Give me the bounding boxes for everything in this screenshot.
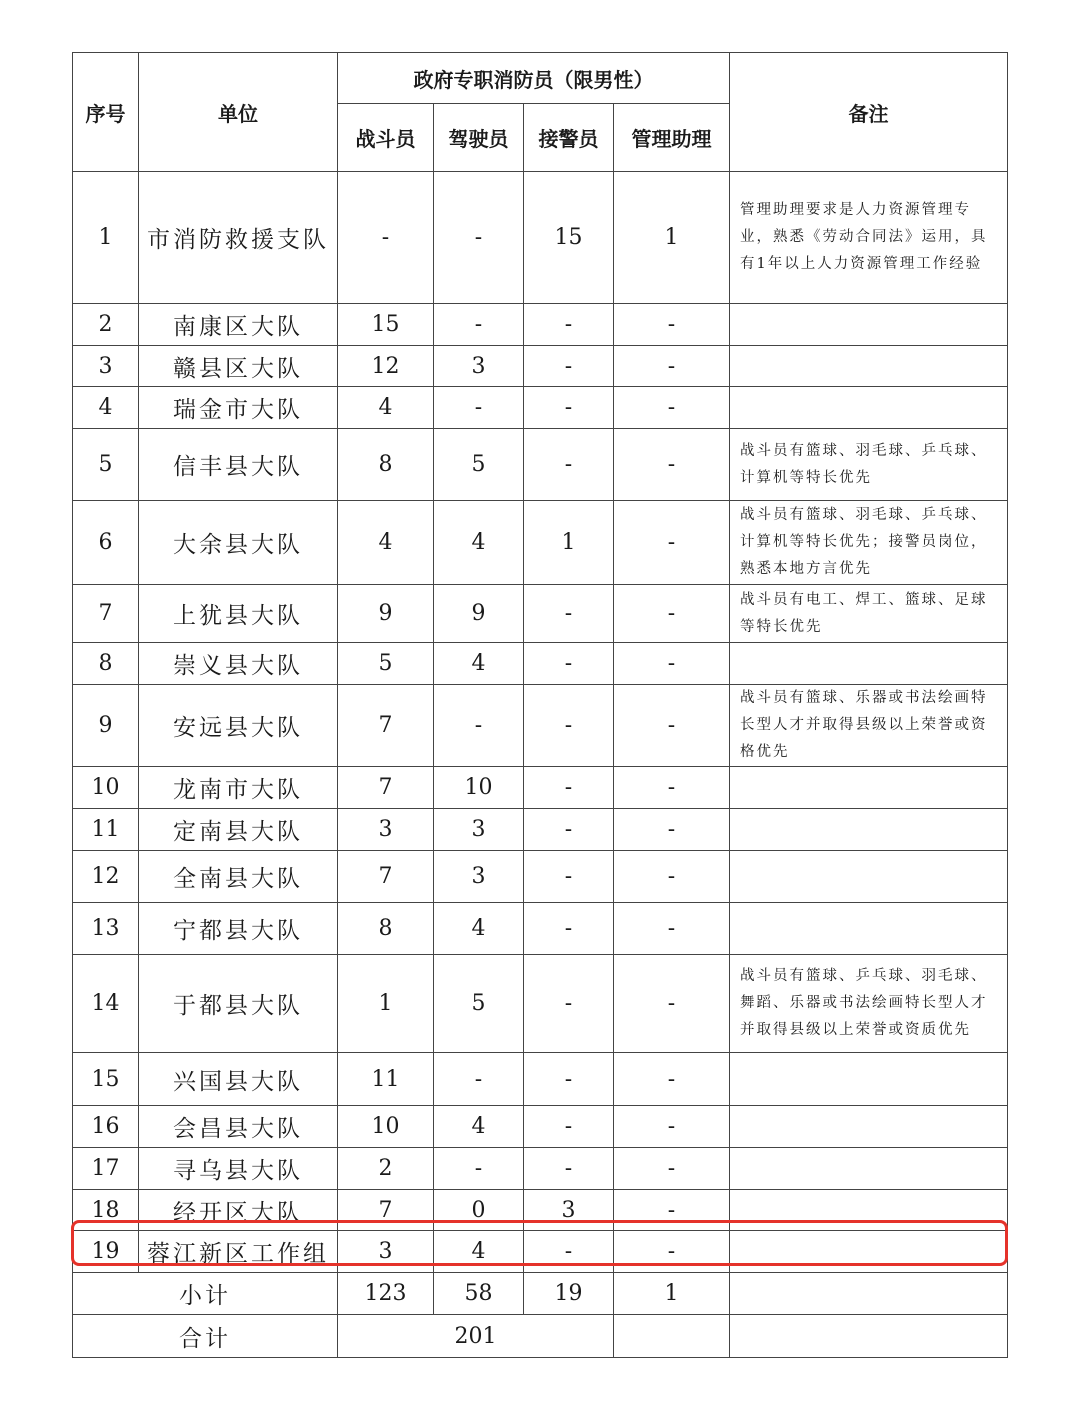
cell-driver: - <box>434 304 524 346</box>
table-row <box>73 429 1008 501</box>
table-body <box>73 172 1008 1273</box>
cell-admin: - <box>614 1190 730 1231</box>
cell-remark: 战斗员有电工、焊工、篮球、足球等特长优先 <box>730 585 1008 643</box>
cell-remark <box>730 387 1008 429</box>
cell-driver: 0 <box>434 1190 524 1231</box>
subtotal-driver: 58 <box>434 1273 524 1315</box>
cell-admin: 1 <box>614 172 730 304</box>
cell-unit: 定南县大队 <box>139 809 338 851</box>
cell-combat: 4 <box>338 387 434 429</box>
cell-driver: 3 <box>434 809 524 851</box>
cell-unit: 于都县大队 <box>139 955 338 1053</box>
cell-seq: 6 <box>73 501 139 585</box>
subtotal-admin: 1 <box>614 1273 730 1315</box>
cell-dispatcher: - <box>524 767 614 809</box>
cell-remark <box>730 346 1008 387</box>
cell-combat: 7 <box>338 767 434 809</box>
header-combat: 战斗员 <box>338 104 434 172</box>
cell-driver: 4 <box>434 501 524 585</box>
cell-remark: 战斗员有篮球、羽毛球、乒乓球、计算机等特长优先；接警员岗位，熟悉本地方言优先 <box>730 501 1008 585</box>
cell-combat: 8 <box>338 903 434 955</box>
cell-remark <box>730 903 1008 955</box>
total-row <box>73 1315 1008 1358</box>
cell-driver: - <box>434 172 524 304</box>
table-row <box>73 1190 1008 1231</box>
table-row <box>73 903 1008 955</box>
cell-remark <box>730 851 1008 903</box>
cell-seq: 13 <box>73 903 139 955</box>
cell-dispatcher: - <box>524 1053 614 1106</box>
cell-dispatcher: - <box>524 1106 614 1148</box>
total-remark <box>730 1315 1008 1358</box>
subtotal-row <box>73 1273 1008 1315</box>
cell-unit: 全南县大队 <box>139 851 338 903</box>
cell-admin: - <box>614 1231 730 1273</box>
table-row <box>73 1106 1008 1148</box>
cell-dispatcher: 3 <box>524 1190 614 1231</box>
cell-admin: - <box>614 304 730 346</box>
cell-admin: - <box>614 1106 730 1148</box>
cell-combat: 8 <box>338 429 434 501</box>
cell-remark <box>730 767 1008 809</box>
table-row <box>73 387 1008 429</box>
table-row <box>73 955 1008 1053</box>
cell-seq: 14 <box>73 955 139 1053</box>
subtotal-label: 小计 <box>73 1273 338 1315</box>
table-row <box>73 346 1008 387</box>
table-row <box>73 1053 1008 1106</box>
cell-admin: - <box>614 1148 730 1190</box>
table-row <box>73 685 1008 767</box>
cell-driver: 5 <box>434 955 524 1053</box>
cell-admin: - <box>614 387 730 429</box>
cell-driver: 5 <box>434 429 524 501</box>
cell-dispatcher: - <box>524 851 614 903</box>
table-row <box>73 809 1008 851</box>
table-row <box>73 585 1008 643</box>
cell-dispatcher: 15 <box>524 172 614 304</box>
cell-seq: 9 <box>73 685 139 767</box>
cell-combat: 7 <box>338 685 434 767</box>
cell-combat: 11 <box>338 1053 434 1106</box>
table-row <box>73 172 1008 304</box>
cell-unit: 蓉江新区工作组 <box>139 1231 338 1273</box>
cell-remark: 战斗员有篮球、乒乓球、羽毛球、舞蹈、乐器或书法绘画特长型人才并取得县级以上荣誉或资质优先 <box>730 955 1008 1053</box>
cell-seq: 7 <box>73 585 139 643</box>
cell-dispatcher: 1 <box>524 501 614 585</box>
header-dispatcher: 接警员 <box>524 104 614 172</box>
cell-driver: - <box>434 1148 524 1190</box>
cell-admin: - <box>614 955 730 1053</box>
cell-dispatcher: - <box>524 387 614 429</box>
cell-unit: 市消防救援支队 <box>139 172 338 304</box>
cell-combat: 4 <box>338 501 434 585</box>
cell-seq: 1 <box>73 172 139 304</box>
cell-combat: 7 <box>338 851 434 903</box>
table-row <box>73 851 1008 903</box>
cell-seq: 11 <box>73 809 139 851</box>
cell-unit: 寻乌县大队 <box>139 1148 338 1190</box>
cell-seq: 12 <box>73 851 139 903</box>
cell-remark <box>730 1148 1008 1190</box>
cell-dispatcher: - <box>524 903 614 955</box>
cell-combat: 12 <box>338 346 434 387</box>
cell-unit: 经开区大队 <box>139 1190 338 1231</box>
cell-dispatcher: - <box>524 585 614 643</box>
cell-driver: 4 <box>434 1106 524 1148</box>
subtotal-remark <box>730 1273 1008 1315</box>
cell-admin: - <box>614 851 730 903</box>
cell-seq: 16 <box>73 1106 139 1148</box>
cell-combat: 9 <box>338 585 434 643</box>
cell-combat: 3 <box>338 809 434 851</box>
cell-dispatcher: - <box>524 304 614 346</box>
cell-driver: 4 <box>434 903 524 955</box>
cell-unit: 兴国县大队 <box>139 1053 338 1106</box>
table-row <box>73 767 1008 809</box>
cell-unit: 会昌县大队 <box>139 1106 338 1148</box>
cell-driver: - <box>434 685 524 767</box>
total-value: 201 <box>338 1315 614 1358</box>
cell-driver: 3 <box>434 851 524 903</box>
header-seq: 序号 <box>73 53 139 172</box>
cell-remark <box>730 1190 1008 1231</box>
header-driver: 驾驶员 <box>434 104 524 172</box>
cell-admin: - <box>614 585 730 643</box>
cell-remark <box>730 809 1008 851</box>
cell-unit: 赣县区大队 <box>139 346 338 387</box>
table-row <box>73 304 1008 346</box>
cell-combat: 15 <box>338 304 434 346</box>
cell-driver: - <box>434 1053 524 1106</box>
cell-seq: 4 <box>73 387 139 429</box>
recruitment-table <box>72 52 1008 1358</box>
cell-combat: 3 <box>338 1231 434 1273</box>
subtotal-combat: 123 <box>338 1273 434 1315</box>
cell-unit: 上犹县大队 <box>139 585 338 643</box>
cell-dispatcher: - <box>524 809 614 851</box>
cell-combat: 2 <box>338 1148 434 1190</box>
cell-combat: 5 <box>338 643 434 685</box>
cell-unit: 宁都县大队 <box>139 903 338 955</box>
cell-remark <box>730 1106 1008 1148</box>
cell-seq: 10 <box>73 767 139 809</box>
cell-dispatcher: - <box>524 429 614 501</box>
subtotal-dispatcher: 19 <box>524 1273 614 1315</box>
cell-dispatcher: - <box>524 1231 614 1273</box>
cell-admin: - <box>614 1053 730 1106</box>
cell-admin: - <box>614 767 730 809</box>
cell-dispatcher: - <box>524 346 614 387</box>
cell-driver: - <box>434 387 524 429</box>
cell-remark: 战斗员有篮球、羽毛球、乒乓球、计算机等特长优先 <box>730 429 1008 501</box>
cell-unit: 大余县大队 <box>139 501 338 585</box>
cell-admin: - <box>614 809 730 851</box>
cell-seq: 2 <box>73 304 139 346</box>
cell-unit: 瑞金市大队 <box>139 387 338 429</box>
table-row <box>73 1231 1008 1273</box>
table-row <box>73 643 1008 685</box>
cell-dispatcher: - <box>524 685 614 767</box>
cell-admin: - <box>614 685 730 767</box>
cell-dispatcher: - <box>524 955 614 1053</box>
cell-driver: 10 <box>434 767 524 809</box>
cell-admin: - <box>614 903 730 955</box>
cell-seq: 19 <box>73 1231 139 1273</box>
table-row <box>73 501 1008 585</box>
cell-driver: 9 <box>434 585 524 643</box>
cell-combat: 1 <box>338 955 434 1053</box>
cell-seq: 8 <box>73 643 139 685</box>
cell-unit: 安远县大队 <box>139 685 338 767</box>
cell-driver: 3 <box>434 346 524 387</box>
table-row <box>73 1148 1008 1190</box>
cell-unit: 崇义县大队 <box>139 643 338 685</box>
cell-admin: - <box>614 643 730 685</box>
header-group: 政府专职消防员（限男性） <box>338 53 730 104</box>
header-remark: 备注 <box>730 53 1008 172</box>
cell-admin: - <box>614 346 730 387</box>
cell-seq: 15 <box>73 1053 139 1106</box>
cell-remark: 战斗员有篮球、乐器或书法绘画特长型人才并取得县级以上荣誉或资格优先 <box>730 685 1008 767</box>
cell-remark <box>730 1053 1008 1106</box>
cell-remark <box>730 1231 1008 1273</box>
cell-unit: 龙南市大队 <box>139 767 338 809</box>
cell-driver: 4 <box>434 643 524 685</box>
cell-dispatcher: - <box>524 1148 614 1190</box>
cell-admin: - <box>614 501 730 585</box>
header-admin: 管理助理 <box>614 104 730 172</box>
cell-seq: 17 <box>73 1148 139 1190</box>
cell-seq: 18 <box>73 1190 139 1231</box>
cell-unit: 南康区大队 <box>139 304 338 346</box>
cell-remark: 管理助理要求是人力资源管理专业，熟悉《劳动合同法》运用，具有1年以上人力资源管理工作经验 <box>730 172 1008 304</box>
cell-combat: 7 <box>338 1190 434 1231</box>
cell-dispatcher: - <box>524 643 614 685</box>
cell-combat: 10 <box>338 1106 434 1148</box>
cell-unit: 信丰县大队 <box>139 429 338 501</box>
cell-admin: - <box>614 429 730 501</box>
cell-remark <box>730 304 1008 346</box>
header-unit: 单位 <box>139 53 338 172</box>
total-admin <box>614 1315 730 1358</box>
cell-remark <box>730 643 1008 685</box>
cell-driver: 4 <box>434 1231 524 1273</box>
cell-seq: 3 <box>73 346 139 387</box>
cell-combat: - <box>338 172 434 304</box>
total-label: 合计 <box>73 1315 338 1358</box>
cell-seq: 5 <box>73 429 139 501</box>
